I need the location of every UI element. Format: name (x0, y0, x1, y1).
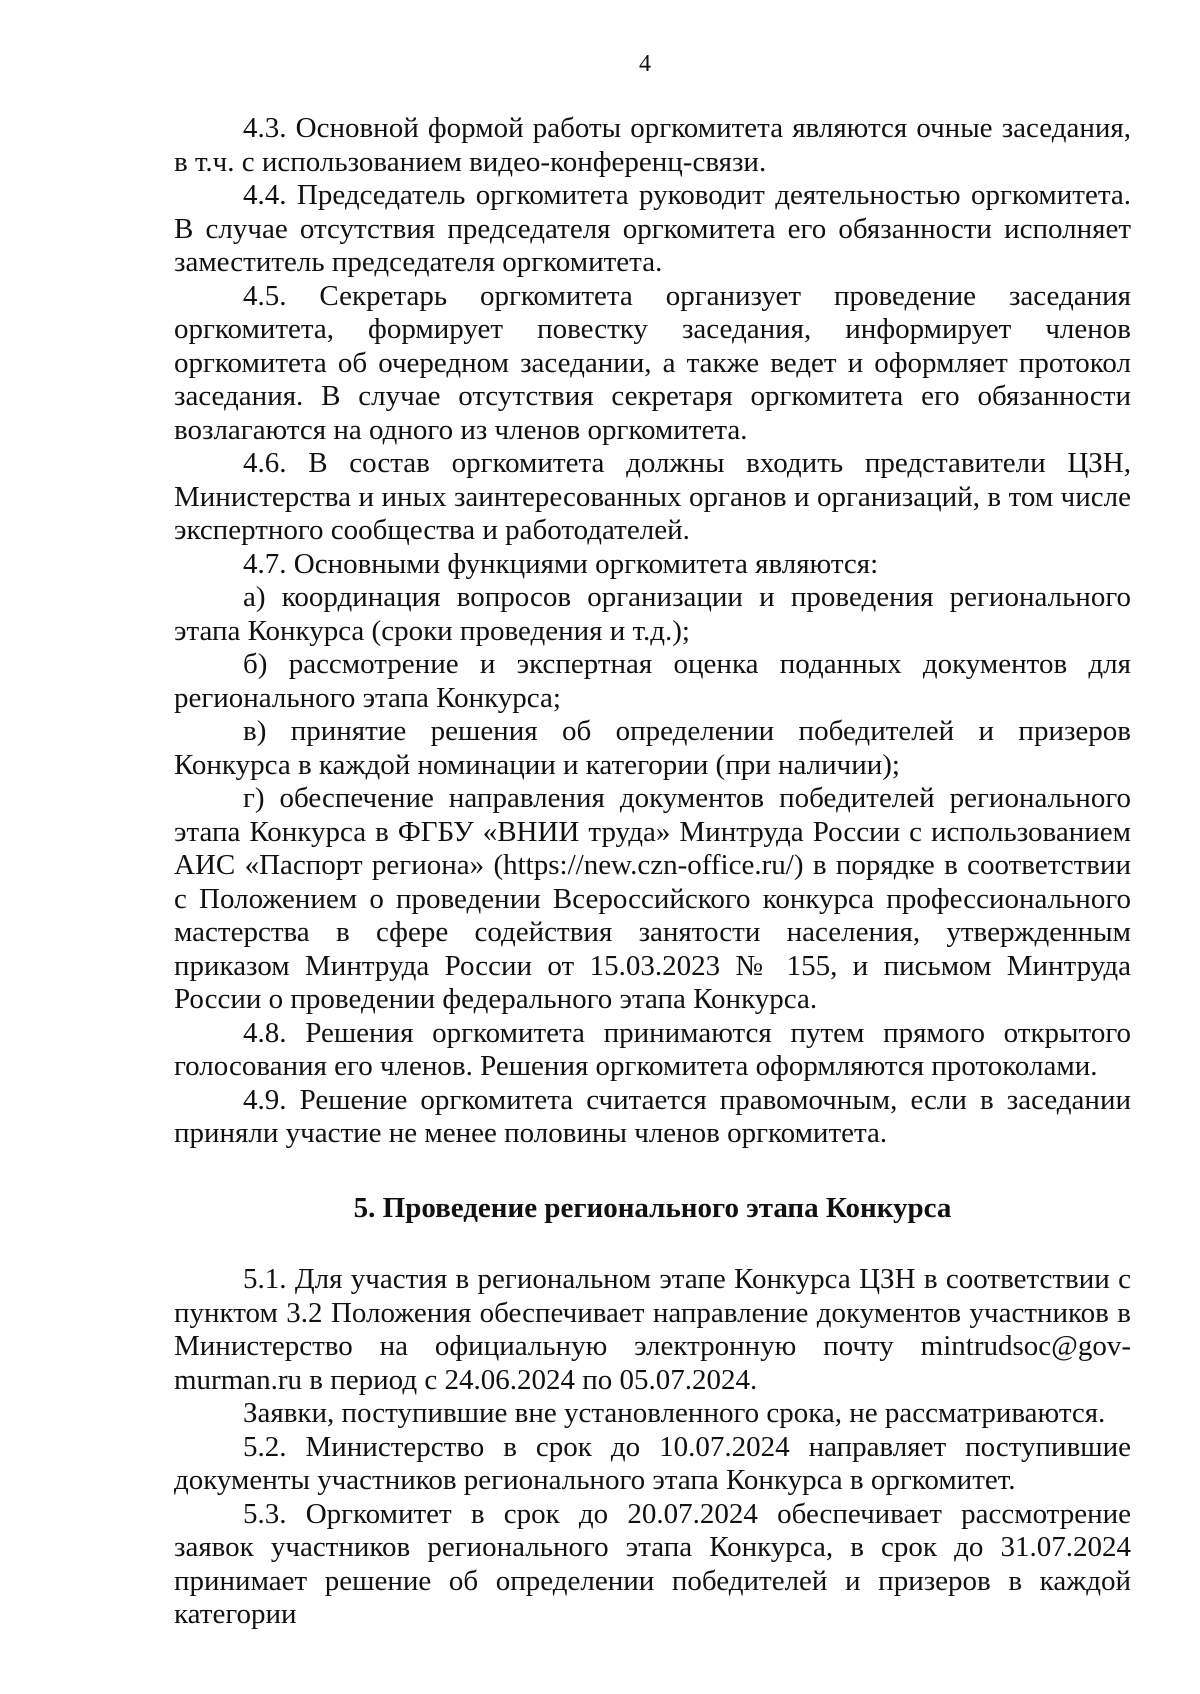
document-body (174, 112, 1131, 1632)
paragraph-4-7-b: б) рассмотрение и экспертная оценка поданных документов для регионального этапа Конкурса; (174, 648, 1131, 714)
paragraph-5-1: 5.1. Для участия в региональном этапе Конкурса ЦЗН в соответствии с пунктом 3.2 Положения обеспечивает направление документов участников в Министерство на официальную электронную почту mintrudsoc@gov-murman.ru в период с 24.06.2024 по 05.07.2024. (174, 1263, 1131, 1396)
paragraph-4-7: 4.7. Основными функциями оргкомитета являются: (243, 547, 879, 580)
paragraph-4-4: 4.4. Председатель оргкомитета руководит деятельностью оргкомитета. В случае отсутствия председателя оргкомитета его обязанности исполняет заместитель председателя оргкомитета. (174, 179, 1131, 278)
paragraph-4-9: 4.9. Решение оргкомитета считается правомочным, если в заседании приняли участие не менее половины членов оргкомитета. (174, 1083, 1131, 1149)
section-5-heading: 5. Проведение регионального этапа Конкурса (353, 1191, 952, 1224)
paragraph-4-3: 4.3. Основной формой работы оргкомитета являются очные заседания, в т.ч. с использованием видео-конференц-связи. (174, 112, 1131, 178)
paragraph-4-7-g: г) обеспечение направления документов победителей регионального этапа Конкурса в ФГБУ «ВНИИ труда» Минтруда России с использованием АИС «Паспорт региона» (https://new.czn-office.ru/) в порядке в соответствии с Положением о проведении Всероссийского конкурса профессионального мастерства в сфере содействия занятости населения, утвержденным приказом Минтруда России от 15.03.2023 № 155, и письмом Минтруда России о проведении федерального этапа Конкурса. (174, 782, 1131, 1015)
paragraph-5-3: 5.3. Оргкомитет в срок до 20.07.2024 обеспечивает рассмотрение заявок участников регионального этапа Конкурса, в срок до 31.07.2024 принимает решение об определении победителей и призеров в каждой категории (174, 1497, 1131, 1630)
paragraph-4-7-v: в) принятие решения об определении победителей и призеров Конкурса в каждой номинации и категории (при наличии); (174, 715, 1131, 781)
paragraph-applications-note: Заявки, поступившие вне установленного срока, не рассматриваются. (243, 1397, 1106, 1429)
paragraph-4-7-a: а) координация вопросов организации и проведения регионального этапа Конкурса (сроки проведения и т.д.); (174, 581, 1131, 647)
page-number: 4 (639, 51, 651, 77)
paragraph-4-5: 4.5. Секретарь оргкомитета организует проведение заседания оргкомитета, формирует повестку заседания, информирует членов оргкомитета об очередном заседании, а также ведет и оформляет протокол заседания. В случае отсутствия секретаря оргкомитета его обязанности возлагаются на одного из членов оргкомитета. (174, 279, 1131, 446)
paragraph-4-6: 4.6. В состав оргкомитета должны входить представители ЦЗН, Министерства и иных заинтересованных органов и организаций, в том числе экспертного сообщества и работодателей. (174, 447, 1131, 546)
paragraph-5-2: 5.2. Министерство в срок до 10.07.2024 направляет поступившие документы участников регионального этапа Конкурса в оргкомитет. (174, 1430, 1131, 1496)
paragraph-4-8: 4.8. Решения оргкомитета принимаются путем прямого открытого голосования его членов. Решения оргкомитета оформляются протоколами. (174, 1016, 1131, 1082)
